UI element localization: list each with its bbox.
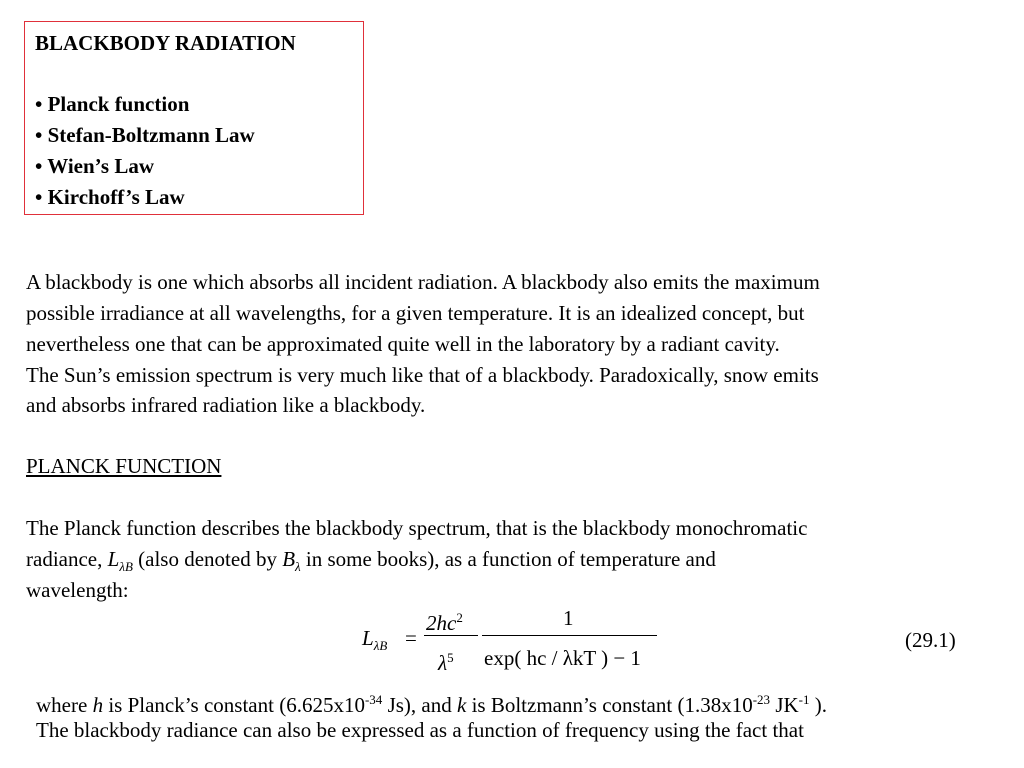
topic-item: • Planck function [35, 92, 190, 116]
topic-item: • Wien’s Law [35, 154, 154, 178]
topic-item: • Kirchoff’s Law [35, 185, 185, 209]
equation-numerator-1: $2hc^2$ [426, 610, 463, 635]
after-line-1: where h is Planck’s constant ($6.625x10^{-34}$ Js), and k is Boltzmann’s constant ($1.38x10^{-23}$ $JK^{-1}$ ). [36, 692, 827, 717]
planck-line-3: wavelength: [26, 578, 129, 602]
planck-heading: PLANCK FUNCTION [26, 454, 222, 478]
equation-equals: = [405, 626, 417, 650]
intro-line: nevertheless one that can be approximated quite well in the laboratory by a radiant cavity. [26, 332, 780, 356]
intro-line: and absorbs infrared radiation like a blackbody. [26, 393, 426, 417]
topic-item: • Stefan-Boltzmann Law [35, 123, 255, 147]
equation-numerator-2: 1 [563, 606, 574, 630]
fraction-bar-1 [424, 635, 478, 636]
planck-line-1: The Planck function describes the blackbody spectrum, that is the blackbody monochromatic [26, 516, 808, 540]
radiance-symbol: L [107, 547, 120, 571]
equation-lhs: $L_{\lambda B}$ [362, 626, 388, 653]
radiance-alt-symbol: B [282, 547, 296, 571]
intro-line: A blackbody is one which absorbs all incident radiation. A blackbody also emits the maximum [26, 270, 820, 294]
topics-box [24, 21, 364, 215]
intro-line: The Sun’s emission spectrum is very much like that of a blackbody. Paradoxically, snow emits [26, 363, 819, 387]
planck-line-2: radiance, $L_{\lambda B}$ (also denoted by $B_\lambda$ in some books), as a function of temperature and [26, 547, 716, 574]
equation-denominator-1: $\lambda^5$ [438, 650, 454, 675]
intro-line: possible irradiance at all wavelengths, for a given temperature. It is an idealized concept, but [26, 301, 805, 325]
equation-number: (29.1) [905, 628, 956, 652]
after-line-2: The blackbody radiance can also be expressed as a function of frequency using the fact that [36, 718, 804, 742]
fraction-bar-2 [482, 635, 657, 636]
topics-title: BLACKBODY RADIATION [35, 31, 296, 55]
equation-denominator-2: exp( hc / λkT ) − 1 [484, 646, 641, 670]
